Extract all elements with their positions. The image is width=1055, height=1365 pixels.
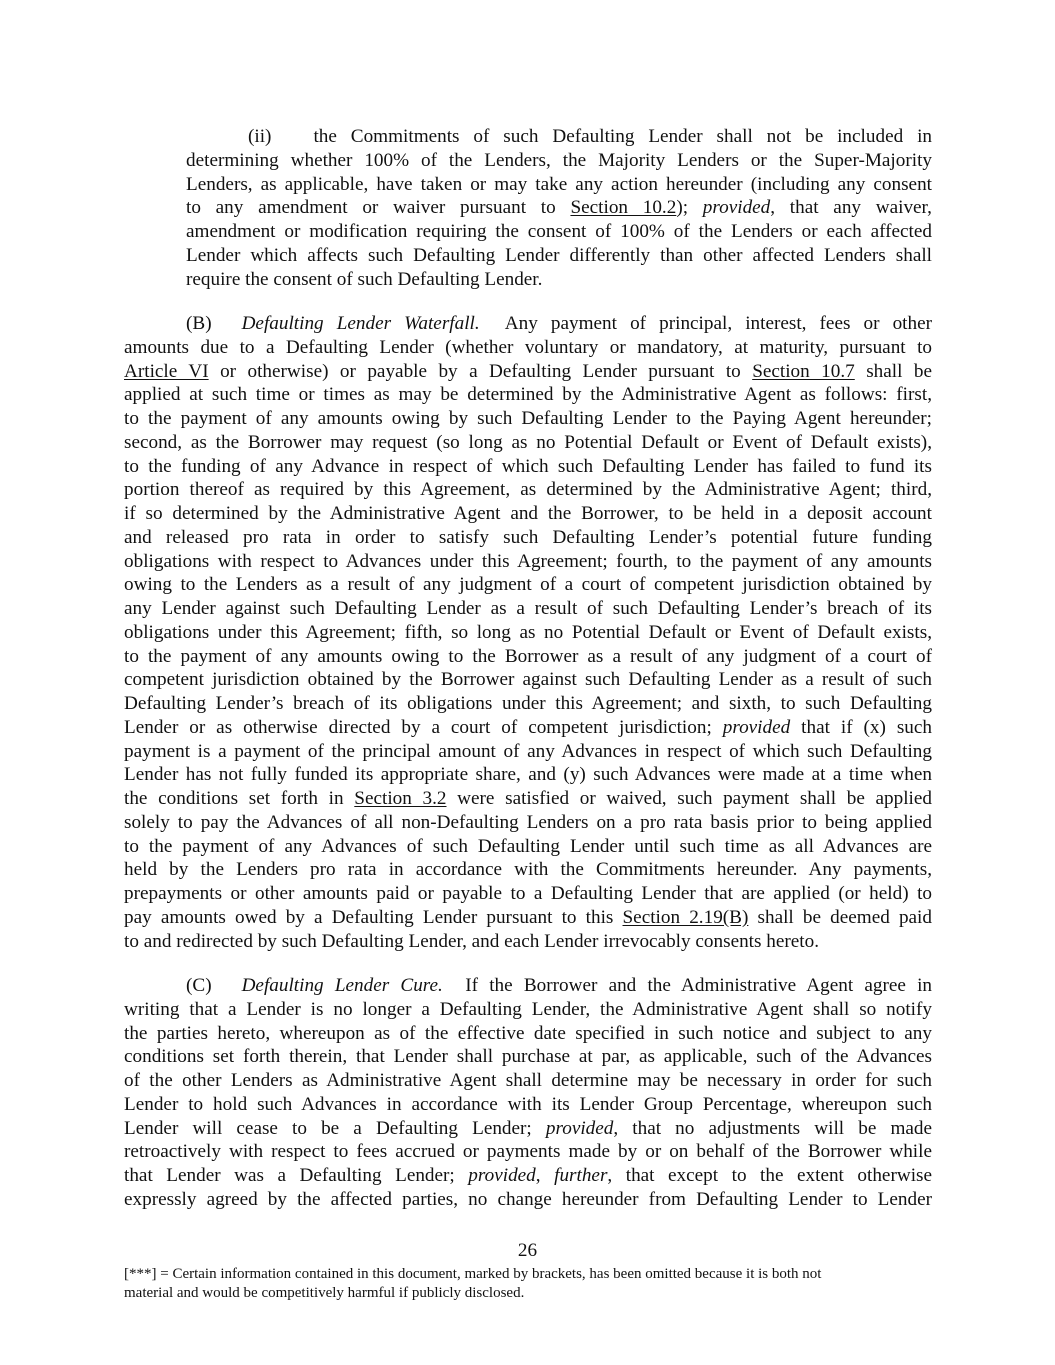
page-number: 26 bbox=[517, 1240, 538, 1261]
paragraph-b-waterfall bbox=[124, 312, 932, 953]
text-line: Lenders, as applicable, have taken or may take any action hereunder (including any consent bbox=[186, 173, 932, 195]
text-line: that Lender was a Defaulting Lender; provided, further, that except to the extent otherwise bbox=[124, 1165, 933, 1186]
text-line: of the other Lenders as Administrative Agent shall determine may be necessary in order for such bbox=[124, 1070, 932, 1091]
section-heading: Defaulting Lender Cure. bbox=[241, 975, 443, 996]
paragraph-ii bbox=[186, 125, 932, 291]
text-line: the conditions set forth in Section 3.2 were satisfied or waived, such payment shall be applied bbox=[124, 788, 932, 809]
text-line: solely to pay the Advances of all non-Defaulting Lenders on a pro rata basis prior to being applied bbox=[124, 811, 932, 833]
text-line: Lender will cease to be a Defaulting Lender; provided, that no adjustments will be made bbox=[124, 1117, 932, 1139]
footnote-line: material and would be competitively harmful if publicly disclosed. bbox=[124, 1285, 525, 1301]
text-line: require the consent of such Defaulting Lender. bbox=[186, 268, 543, 290]
text-line: Lender or as otherwise directed by a court of competent jurisdiction; provided that if (x) such bbox=[124, 716, 932, 738]
item-label: (B) bbox=[186, 313, 212, 334]
text-line: held by the Lenders pro rata in accordance with the Commitments hereunder. Any payments, bbox=[124, 859, 932, 881]
text-line: to and redirected by such Defaulting Lender, and each Lender irrevocably consents hereto. bbox=[124, 930, 820, 952]
text-line: retroactively with respect to fees accrued or payments made by or on behalf of the Borrower while bbox=[124, 1141, 932, 1163]
text-line: owing to the Lenders as a result of any judgment of a court of competent jurisdiction obtained by bbox=[124, 574, 932, 596]
text-line: Lender has not fully funded its appropriate share, and (y) such Advances were made at a time when bbox=[124, 764, 932, 786]
section-reference-link: Article VI bbox=[124, 360, 209, 382]
text-line: Article VI or otherwise) or payable by a Defaulting Lender pursuant to Section 10.7 shall be bbox=[124, 360, 932, 382]
text-line: competent jurisdiction obtained by the Borrower against such Defaulting Lender as a result of such bbox=[124, 669, 932, 691]
text-line: prepayments or other amounts paid or payable to a Defaulting Lender that are applied (or held) to bbox=[124, 883, 932, 904]
text-line: obligations under this Agreement; fifth, so long as no Potential Default or Event of Default exists, bbox=[124, 621, 932, 643]
section-heading: Defaulting Lender Waterfall. bbox=[241, 313, 480, 334]
text-line: the parties hereto, whereupon as of the effective date specified in such notice and subject to any bbox=[124, 1022, 932, 1044]
text-line: amendment or modification requiring the consent of 100% of the Lenders or each affected bbox=[186, 221, 932, 242]
text-line: applied at such time or times as may be determined by the Administrative Agent as follows: first, bbox=[124, 384, 932, 406]
text-line: determining whether 100% of the Lenders, the Majority Lenders or the Super-Majority bbox=[186, 149, 932, 171]
paragraph-c-cure bbox=[124, 974, 932, 1212]
text-line: to the payment of any amounts owing to the Borrower as a result of any judgment of a court of bbox=[124, 645, 932, 667]
text-line: portion thereof as required by this Agreement, as determined by the Administrative Agent; third, bbox=[124, 479, 932, 501]
text-line: any Lender against such Defaulting Lender as a result of such Defaulting Lender’s breach of its bbox=[124, 598, 932, 619]
text-line: (B) Defaulting Lender Waterfall. Any payment of principal, interest, fees or other bbox=[186, 313, 932, 334]
section-reference-link: Section 2.19(B) bbox=[622, 906, 749, 928]
text-line: (C) Defaulting Lender Cure. If the Borrower and the Administrative Agent agree in bbox=[186, 975, 933, 996]
text-line: and released pro rata in order to satisfy such Defaulting Lender’s potential future funding bbox=[124, 526, 932, 548]
text-line: expressly agreed by the affected parties, no change hereunder from Defaulting Lender to Lender bbox=[124, 1188, 932, 1210]
item-label: (ii) bbox=[248, 126, 272, 147]
text-line: amounts due to a Defaulting Lender (whether voluntary or mandatory, at maturity, pursuant to bbox=[124, 336, 932, 358]
text-line: Lender to hold such Advances in accordance with its Lender Group Percentage, whereupon such bbox=[124, 1093, 932, 1115]
text-line: Defaulting Lender’s breach of its obligations under this Agreement; and sixth, to such Defaulting bbox=[124, 693, 932, 714]
section-reference-link: Section 10.7 bbox=[752, 360, 855, 382]
text-line: obligations with respect to Advances under this Agreement; fourth, to the payment of any amounts bbox=[124, 550, 932, 572]
text-line: pay amounts owed by a Defaulting Lender pursuant to this Section 2.19(B) shall be deemed paid bbox=[124, 906, 932, 928]
section-reference-link: Section 3.2 bbox=[354, 788, 447, 809]
text-line: writing that a Lender is no longer a Defaulting Lender, the Administrative Agent shall so notify bbox=[124, 998, 932, 1020]
text-line: (ii) the Commitments of such Defaulting Lender shall not be included in bbox=[248, 126, 932, 147]
text-line: conditions set forth therein, that Lender shall purchase at par, as applicable, such of the Advances bbox=[124, 1046, 932, 1068]
text-line: to any amendment or waiver pursuant to Section 10.2); provided, that any waiver, bbox=[186, 197, 932, 219]
text-line: if so determined by the Administrative Agent and the Borrower, to be held in a deposit account bbox=[124, 503, 932, 524]
confidentiality-footnote bbox=[124, 1265, 934, 1303]
text-line: to the funding of any Advance in respect of which such Defaulting Lender has failed to fund its bbox=[124, 455, 932, 477]
text-line: payment is a payment of the principal amount of any Advances in respect of which such Defaulting bbox=[124, 740, 932, 762]
section-reference-link: Section 10.2 bbox=[570, 197, 677, 219]
text-line: Lender which affects such Defaulting Lender differently than other affected Lenders shall bbox=[186, 244, 932, 266]
footnote-line: [***] = Certain information contained in this document, marked by brackets, has been omitted because it is both not bbox=[124, 1266, 822, 1282]
item-label: (C) bbox=[186, 975, 212, 996]
text-line: to the payment of any amounts owing by such Defaulting Lender to the Paying Agent hereunder; bbox=[124, 408, 932, 429]
text-line: to the payment of any Advances of such Defaulting Lender until such time as all Advances are bbox=[124, 835, 932, 857]
text-line: second, as the Borrower may request (so long as no Potential Default or Event of Default exists), bbox=[124, 431, 932, 453]
